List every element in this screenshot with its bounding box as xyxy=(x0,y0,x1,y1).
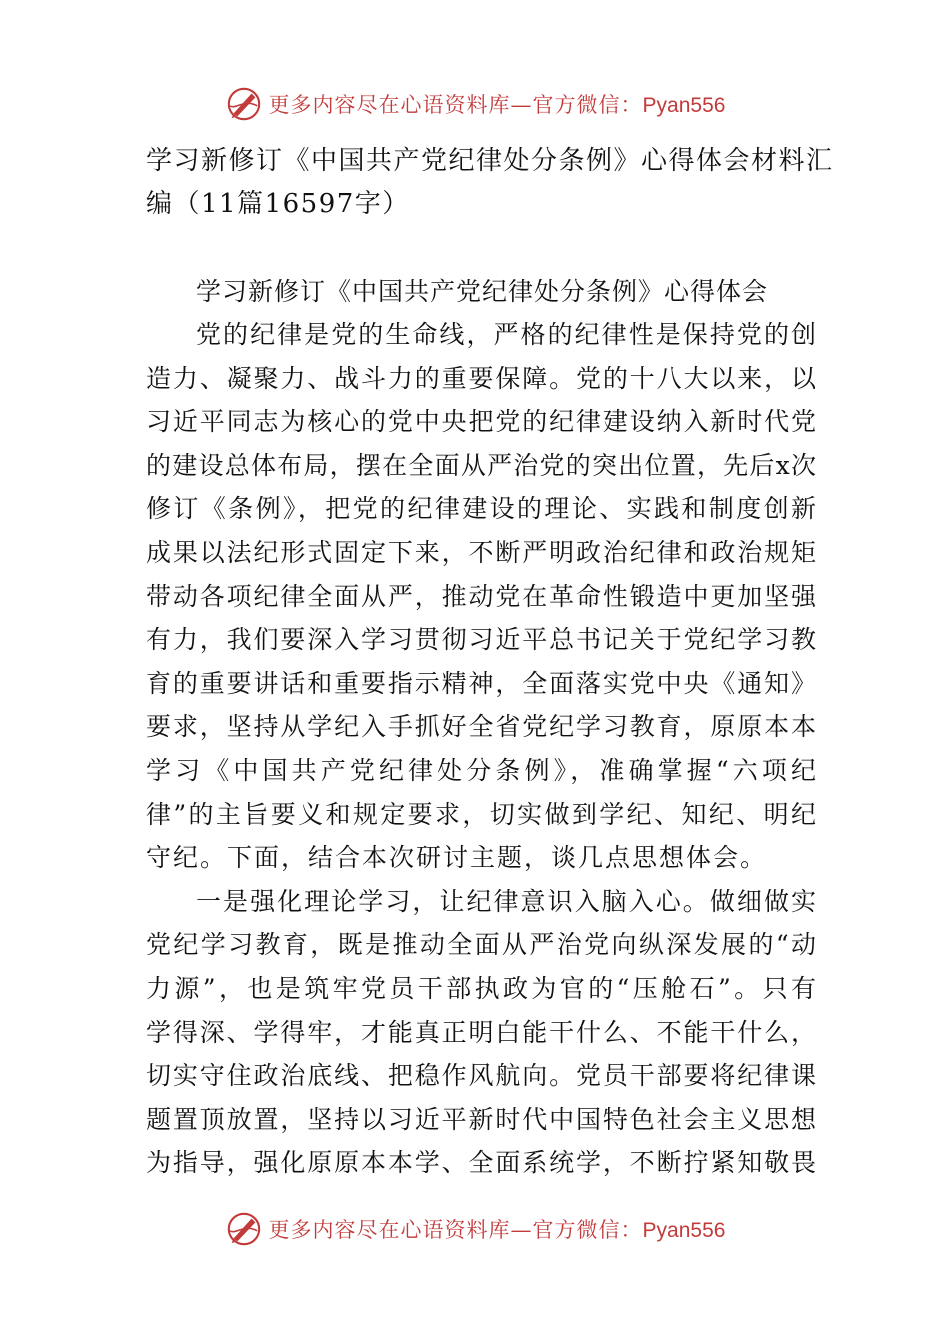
paragraph-line: 党的纪律是党的生命线，严格的纪律性是保持党的创 xyxy=(196,320,816,349)
paragraph-line: 造力、凝聚力、战斗力的重要保障。党的十八大以来，以 xyxy=(146,363,816,393)
paragraph-line: 学得深、学得牢，才能真正明白能干什么、不能干什么， xyxy=(146,1017,816,1047)
paragraph-line: 守纪。下面，结合本次研讨主题，谈几点思想体会。 xyxy=(146,843,768,873)
paragraph-line: 学习《中国共产党纪律处分条例》，准确掌握“六项纪 xyxy=(146,755,816,785)
paragraph-line: 党纪学习教育，既是推动全面从严治党向纵深发展的“动 xyxy=(146,930,816,960)
watermark-header xyxy=(0,82,950,126)
paragraph-line: 切实守住政治底线、把稳作风航向。党员干部要将纪律课 xyxy=(146,1061,816,1091)
pen-logo-icon xyxy=(225,1210,263,1248)
watermark-footer xyxy=(0,1207,950,1251)
paragraph-line: 的建设总体布局，摆在全面从严治党的突出位置，先后x次 xyxy=(146,450,816,480)
document-title-line: 学习新修订《中国共产党纪律处分条例》心得体会材料汇 xyxy=(146,146,834,176)
article-heading: 学习新修订《中国共产党纪律处分条例》心得体会 xyxy=(196,277,769,306)
paragraph-line: 律”的主旨要义和规定要求，切实做到学纪、知纪、明纪 xyxy=(146,799,816,829)
paragraph-line: 为指导，强化原原本本学、全面系统学，不断拧紧知敬畏 xyxy=(146,1148,816,1178)
document-title-line: 编（11篇16597字） xyxy=(146,189,410,219)
paragraph-line: 力源”，也是筑牢党员干部执政为官的“压舱石”。只有 xyxy=(146,973,816,1003)
paragraph-line: 要求，坚持从学纪入手抓好全省党纪学习教育，原原本本 xyxy=(146,712,816,742)
document-title xyxy=(146,140,834,226)
paragraph-line: 成果以法纪形式固定下来，不断严明政治纪律和政治规矩 xyxy=(146,537,816,567)
paragraph-line: 带动各项纪律全面从严，推动党在革命性锻造中更加坚强 xyxy=(146,581,816,611)
paragraph-line: 一是强化理论学习，让纪律意识入脑入心。做细做实 xyxy=(196,886,816,916)
article-body xyxy=(146,313,816,1185)
paragraph-line: 题置顶放置，坚持以习近平新时代中国特色社会主义思想 xyxy=(146,1104,816,1134)
paragraph-line: 习近平同志为核心的党中央把党的纪律建设纳入新时代党 xyxy=(146,407,816,437)
watermark-wechat-id: Pyan556 xyxy=(642,94,726,117)
pen-logo-icon xyxy=(225,85,263,123)
paragraph-line: 有力，我们要深入学习贯彻习近平总书记关于党纪学习教 xyxy=(146,625,816,655)
watermark-text: 更多内容尽在心语资料库—官方微信：Pyan556 xyxy=(268,93,726,117)
paragraph-line: 修订《条例》，把党的纪律建设的理论、实践和制度创新 xyxy=(146,494,816,524)
paragraph-line: 育的重要讲话和重要指示精神，全面落实党中央《通知》 xyxy=(146,668,816,698)
watermark-text: 更多内容尽在心语资料库—官方微信：Pyan556 xyxy=(268,1218,726,1242)
watermark-wechat-id: Pyan556 xyxy=(642,1219,726,1242)
